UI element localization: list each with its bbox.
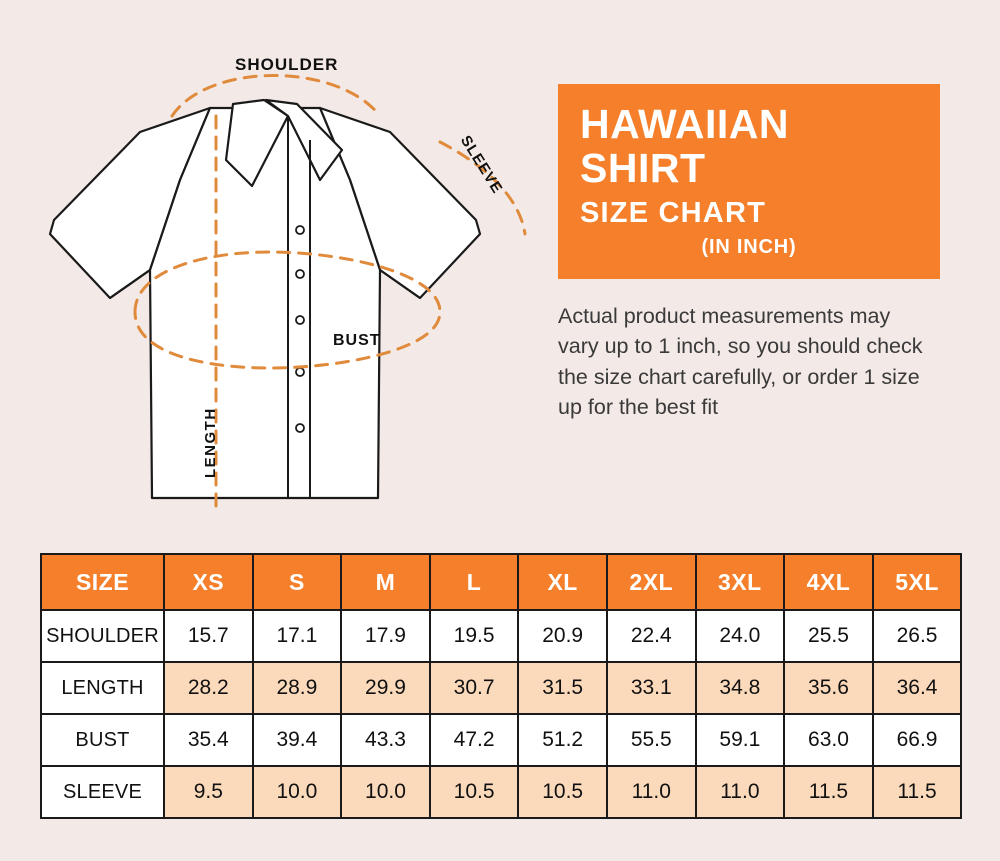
- title-line1: HAWAIIAN: [580, 101, 789, 147]
- row-label-sleeve: SLEEVE: [41, 766, 164, 818]
- table-row: [41, 610, 961, 662]
- shirt-illustration: [20, 20, 550, 520]
- cell-length-4xl: 35.6: [784, 662, 873, 714]
- label-bust: BUST: [333, 332, 381, 349]
- measurement-note: Actual product measurements may vary up to 1 inch, so you should check the size chart carefully, or order 1 size up for the best fit: [558, 303, 923, 420]
- cell-shoulder-xl: 20.9: [518, 610, 607, 662]
- cell-length-3xl: 34.8: [696, 662, 785, 714]
- cell-shoulder-4xl: 25.5: [784, 610, 873, 662]
- title-box: [558, 84, 940, 279]
- table-row: [41, 662, 961, 714]
- header-cell-size: SIZE: [41, 554, 164, 610]
- header-cell-3xl: 3XL: [696, 554, 785, 610]
- title-panel: [558, 84, 943, 423]
- table-header-row: [41, 554, 961, 610]
- header-cell-xl: XL: [518, 554, 607, 610]
- label-sleeve: SLEEVE: [456, 132, 506, 197]
- cell-length-m: 29.9: [341, 662, 430, 714]
- label-shoulder: SHOULDER: [235, 55, 339, 74]
- row-label-shoulder: SHOULDER: [41, 610, 164, 662]
- row-label-bust: BUST: [41, 714, 164, 766]
- cell-shoulder-3xl: 24.0: [696, 610, 785, 662]
- cell-sleeve-3xl: 11.0: [696, 766, 785, 818]
- cell-bust-xs: 35.4: [164, 714, 253, 766]
- cell-length-xl: 31.5: [518, 662, 607, 714]
- table-row: [41, 714, 961, 766]
- size-chart-table: [40, 553, 962, 819]
- title-subtitle: SIZE CHART: [580, 196, 766, 229]
- header-cell-4xl: 4XL: [784, 554, 873, 610]
- header-cell-m: M: [341, 554, 430, 610]
- label-length: LENGTH: [202, 407, 219, 478]
- cell-length-xs: 28.2: [164, 662, 253, 714]
- header-cell-5xl: 5XL: [873, 554, 962, 610]
- cell-sleeve-5xl: 11.5: [873, 766, 962, 818]
- size-chart-table-wrapper: [40, 553, 960, 819]
- cell-length-2xl: 33.1: [607, 662, 696, 714]
- header-cell-s: S: [253, 554, 342, 610]
- row-label-length: LENGTH: [41, 662, 164, 714]
- title-unit: (IN INCH): [701, 235, 797, 258]
- header-cell-xs: XS: [164, 554, 253, 610]
- cell-sleeve-2xl: 11.0: [607, 766, 696, 818]
- cell-shoulder-xs: 15.7: [164, 610, 253, 662]
- cell-sleeve-xs: 9.5: [164, 766, 253, 818]
- cell-bust-4xl: 63.0: [784, 714, 873, 766]
- cell-bust-5xl: 66.9: [873, 714, 962, 766]
- cell-sleeve-l: 10.5: [430, 766, 519, 818]
- cell-sleeve-4xl: 11.5: [784, 766, 873, 818]
- cell-sleeve-s: 10.0: [253, 766, 342, 818]
- cell-shoulder-5xl: 26.5: [873, 610, 962, 662]
- cell-shoulder-m: 17.9: [341, 610, 430, 662]
- cell-shoulder-l: 19.5: [430, 610, 519, 662]
- header-cell-2xl: 2XL: [607, 554, 696, 610]
- cell-bust-3xl: 59.1: [696, 714, 785, 766]
- cell-length-5xl: 36.4: [873, 662, 962, 714]
- cell-bust-s: 39.4: [253, 714, 342, 766]
- cell-bust-l: 47.2: [430, 714, 519, 766]
- cell-sleeve-xl: 10.5: [518, 766, 607, 818]
- cell-sleeve-m: 10.0: [341, 766, 430, 818]
- cell-length-s: 28.9: [253, 662, 342, 714]
- cell-bust-2xl: 55.5: [607, 714, 696, 766]
- title-line2: SHIRT: [580, 145, 706, 192]
- table-row: [41, 766, 961, 818]
- cell-length-l: 30.7: [430, 662, 519, 714]
- header-cell-l: L: [430, 554, 519, 610]
- cell-shoulder-s: 17.1: [253, 610, 342, 662]
- cell-bust-xl: 51.2: [518, 714, 607, 766]
- cell-shoulder-2xl: 22.4: [607, 610, 696, 662]
- cell-bust-m: 43.3: [341, 714, 430, 766]
